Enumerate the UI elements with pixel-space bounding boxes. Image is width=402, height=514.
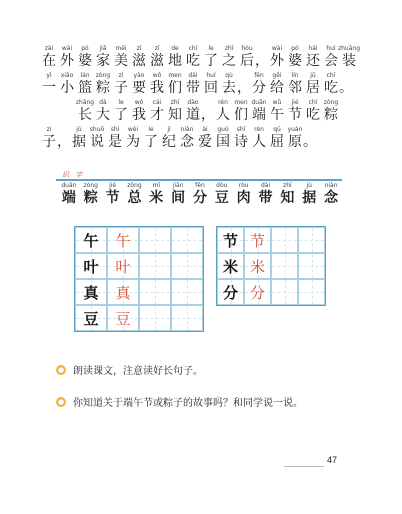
vocab-hanzi: 带 bbox=[258, 190, 273, 206]
writing-cell bbox=[271, 279, 298, 305]
pinyin: lín bbox=[291, 72, 299, 79]
character-unit bbox=[58, 44, 76, 70]
character-unit bbox=[130, 71, 148, 97]
vocab-item bbox=[211, 181, 233, 207]
writing-cell bbox=[244, 279, 271, 305]
writing-cell bbox=[271, 253, 298, 279]
hanzi: 一 bbox=[42, 80, 56, 96]
pinyin: wǒ bbox=[134, 99, 144, 106]
hanzi: 子 bbox=[42, 134, 56, 150]
hanzi: 带 bbox=[186, 80, 200, 96]
pinyin: shī bbox=[236, 126, 246, 133]
writing-cell bbox=[171, 279, 203, 305]
exercise-1-text: 朗读课文，注意读好长句子。 bbox=[73, 366, 203, 377]
vocab-hanzi: 粽 bbox=[83, 190, 98, 206]
character-unit bbox=[304, 44, 322, 70]
vocab-item bbox=[167, 181, 189, 207]
character-unit bbox=[232, 98, 250, 124]
writing-cell bbox=[107, 253, 139, 279]
hanzi: 小 bbox=[60, 80, 74, 96]
pinyin: rén bbox=[254, 126, 264, 133]
pinyin: zī bbox=[136, 45, 142, 52]
hanzi: 篮 bbox=[78, 80, 92, 96]
character-unit bbox=[148, 44, 166, 70]
vocab-pinyin: fēn bbox=[195, 182, 205, 189]
character-unit bbox=[286, 125, 304, 151]
hanzi: ， bbox=[201, 107, 215, 123]
character-unit bbox=[148, 71, 166, 97]
vocab-hanzi: 总 bbox=[127, 190, 142, 206]
text-line bbox=[40, 71, 360, 97]
writing-cell bbox=[171, 305, 203, 331]
character-unit bbox=[112, 44, 130, 70]
hanzi: 为 bbox=[126, 134, 140, 150]
writing-cell bbox=[139, 305, 171, 331]
pinyin: lán bbox=[80, 72, 90, 79]
pinyin: ài bbox=[202, 126, 208, 133]
hanzi: 后 bbox=[240, 53, 254, 69]
vocab-pinyin: jiān bbox=[172, 182, 184, 189]
hanzi: 滋 bbox=[150, 53, 164, 69]
vocab-pinyin: jié bbox=[109, 182, 117, 189]
hanzi: 还 bbox=[306, 53, 320, 69]
pinyin: dào bbox=[187, 99, 199, 106]
exercise-bullet-icon: ● bbox=[57, 397, 65, 406]
hanzi: 国 bbox=[216, 134, 230, 150]
character-unit bbox=[268, 71, 286, 97]
character-unit bbox=[304, 125, 316, 151]
trace-character: 叶 bbox=[115, 257, 131, 276]
character-unit bbox=[202, 98, 214, 124]
character-unit bbox=[202, 44, 220, 70]
vocab-pinyin: duān bbox=[61, 182, 77, 189]
character-unit bbox=[196, 125, 214, 151]
pinyin: cái bbox=[152, 99, 162, 106]
hanzi: ， bbox=[255, 53, 269, 69]
trace-character: 分 bbox=[249, 283, 265, 302]
pinyin: zhuāng bbox=[337, 45, 361, 52]
hanzi: 地 bbox=[168, 53, 182, 69]
character-unit bbox=[268, 98, 286, 124]
model-character: 豆 bbox=[83, 309, 99, 328]
character-unit bbox=[232, 125, 250, 151]
hanzi: 会 bbox=[324, 53, 338, 69]
exercise-2-text: 你知道关于端午节或粽子的故事吗？和同学说一说。 bbox=[73, 398, 303, 409]
hanzi: 之 bbox=[222, 53, 236, 69]
writing-grid-right bbox=[216, 226, 326, 306]
character-unit bbox=[94, 44, 112, 70]
pinyin: hái bbox=[308, 45, 318, 52]
hanzi: 诗 bbox=[234, 134, 248, 150]
hanzi: 爱 bbox=[198, 134, 212, 150]
vocab-pinyin: dòu bbox=[216, 182, 228, 189]
pinyin: shì bbox=[110, 126, 120, 133]
hanzi: 长 bbox=[78, 107, 92, 123]
character-unit bbox=[148, 98, 166, 124]
character-unit bbox=[220, 71, 238, 97]
writing-cell bbox=[271, 227, 298, 253]
pinyin: men bbox=[168, 72, 182, 79]
character-unit bbox=[304, 98, 322, 124]
pinyin: duān bbox=[251, 99, 267, 106]
hanzi: 外 bbox=[270, 53, 284, 69]
character-unit bbox=[58, 71, 76, 97]
pinyin: zi bbox=[46, 126, 52, 133]
model-character: 真 bbox=[83, 283, 99, 302]
hanzi: 午 bbox=[270, 107, 284, 123]
exercise-1 bbox=[56, 362, 203, 377]
vocab-pinyin: zòng bbox=[83, 182, 98, 189]
character-unit bbox=[166, 98, 184, 124]
hanzi: 人 bbox=[252, 134, 266, 150]
pinyin: jié bbox=[291, 99, 299, 106]
writing-cell bbox=[217, 253, 244, 279]
pinyin: xiǎo bbox=[60, 72, 74, 79]
pinyin: le bbox=[148, 126, 154, 133]
writing-cell bbox=[171, 227, 203, 253]
character-unit bbox=[94, 98, 112, 124]
vocab-pinyin: jù bbox=[306, 182, 312, 189]
hanzi: 纪 bbox=[162, 134, 176, 150]
writing-cell bbox=[244, 253, 271, 279]
hanzi: 了 bbox=[114, 107, 128, 123]
hanzi: 婆 bbox=[78, 53, 92, 69]
vocab-hanzi: 肉 bbox=[236, 190, 251, 206]
writing-cell bbox=[217, 279, 244, 305]
pinyin: jì bbox=[167, 126, 171, 133]
hanzi: 要 bbox=[132, 80, 146, 96]
hanzi: 美 bbox=[114, 53, 128, 69]
character-unit bbox=[166, 71, 184, 97]
pinyin: pó bbox=[81, 45, 89, 52]
character-unit bbox=[268, 44, 286, 70]
pinyin: pó bbox=[291, 45, 299, 52]
writing-cell bbox=[244, 227, 271, 253]
character-unit bbox=[250, 125, 268, 151]
character-unit bbox=[322, 71, 340, 97]
hanzi: 人 bbox=[216, 107, 230, 123]
character-unit bbox=[340, 71, 352, 97]
pinyin: wǔ bbox=[272, 99, 282, 106]
hanzi: 原 bbox=[288, 134, 302, 150]
pinyin: guó bbox=[217, 126, 229, 133]
hanzi: 屈 bbox=[270, 134, 284, 150]
writing-cell bbox=[107, 279, 139, 305]
pinyin: chī bbox=[308, 99, 318, 106]
vocab-pinyin: zhī bbox=[283, 182, 292, 189]
vocab-hanzi: 端 bbox=[61, 190, 76, 206]
text-line bbox=[40, 44, 360, 70]
hanzi: 子 bbox=[114, 80, 128, 96]
writing-cell bbox=[107, 227, 139, 253]
hanzi: 据 bbox=[72, 134, 86, 150]
hanzi: 粽 bbox=[324, 107, 338, 123]
pinyin: hòu bbox=[241, 45, 253, 52]
pinyin: niàn bbox=[180, 126, 194, 133]
hanzi: ， bbox=[237, 80, 251, 96]
character-unit bbox=[40, 44, 58, 70]
pinyin: le bbox=[118, 99, 124, 106]
model-character: 午 bbox=[83, 231, 99, 250]
pinyin: zòng bbox=[323, 99, 339, 106]
exercise-2 bbox=[56, 394, 303, 409]
character-unit bbox=[286, 98, 304, 124]
pinyin: huì bbox=[326, 45, 336, 52]
hanzi: 说 bbox=[90, 134, 104, 150]
section-label: 识 字 bbox=[62, 171, 85, 179]
pinyin: de bbox=[171, 45, 179, 52]
pinyin: chī bbox=[326, 72, 336, 79]
character-unit bbox=[214, 98, 232, 124]
vocab-hanzi: 节 bbox=[105, 190, 120, 206]
hanzi: 。 bbox=[339, 80, 353, 96]
character-unit bbox=[112, 71, 130, 97]
character-unit bbox=[268, 125, 286, 151]
character-unit bbox=[40, 125, 58, 151]
character-unit bbox=[337, 44, 361, 70]
character-unit bbox=[220, 44, 238, 70]
hanzi: 了 bbox=[144, 134, 158, 150]
hanzi: 大 bbox=[96, 107, 110, 123]
character-unit bbox=[184, 71, 202, 97]
hanzi: 是 bbox=[108, 134, 122, 150]
pinyin: fēn bbox=[254, 72, 264, 79]
trace-character: 节 bbox=[249, 231, 265, 250]
character-unit bbox=[184, 98, 202, 124]
character-unit bbox=[322, 98, 340, 124]
writing-cell bbox=[139, 279, 171, 305]
pinyin: huí bbox=[206, 72, 216, 79]
pinyin: zhī bbox=[170, 99, 180, 106]
vocab-item bbox=[124, 181, 146, 207]
character-unit bbox=[160, 125, 178, 151]
hanzi: 端 bbox=[252, 107, 266, 123]
character-unit bbox=[286, 71, 304, 97]
pinyin: dà bbox=[99, 99, 107, 106]
hanzi: 回 bbox=[204, 80, 218, 96]
vocab-pinyin: zǒng bbox=[127, 182, 142, 189]
vocab-hanzi: 间 bbox=[171, 190, 186, 206]
hanzi: 给 bbox=[270, 80, 284, 96]
pinyin: wèi bbox=[127, 126, 139, 133]
pinyin: wǒ bbox=[152, 72, 162, 79]
writing-cell bbox=[139, 253, 171, 279]
pinyin: yào bbox=[133, 72, 145, 79]
writing-cell bbox=[217, 227, 244, 253]
hanzi: 吃 bbox=[186, 53, 200, 69]
pinyin: jū bbox=[310, 72, 316, 79]
character-unit bbox=[214, 125, 232, 151]
vocab-pinyin: mǐ bbox=[152, 182, 161, 189]
vocab-item bbox=[58, 181, 80, 207]
pinyin: qū bbox=[273, 126, 281, 133]
character-unit bbox=[88, 125, 106, 151]
vocab-item bbox=[233, 181, 255, 207]
hanzi: 婆 bbox=[288, 53, 302, 69]
pinyin: zài bbox=[44, 45, 54, 52]
character-unit bbox=[130, 98, 148, 124]
hanzi: 知 bbox=[168, 107, 182, 123]
character-unit bbox=[130, 44, 148, 70]
vocab-pinyin: ròu bbox=[238, 182, 249, 189]
writing-cell bbox=[75, 227, 107, 253]
pinyin: jiā bbox=[99, 45, 107, 52]
pinyin: zi bbox=[118, 72, 124, 79]
hanzi: 居 bbox=[306, 80, 320, 96]
vocab-item bbox=[145, 181, 167, 207]
pinyin: yì bbox=[46, 72, 52, 79]
pinyin: zhī bbox=[224, 45, 234, 52]
pinyin: gěi bbox=[272, 72, 282, 79]
character-unit bbox=[238, 71, 250, 97]
writing-cell bbox=[139, 227, 171, 253]
writing-cell bbox=[107, 305, 139, 331]
page-number: 47 bbox=[327, 455, 338, 465]
pinyin: men bbox=[234, 99, 248, 106]
model-character: 米 bbox=[222, 257, 238, 276]
hanzi: 家 bbox=[96, 53, 110, 69]
vocab-item bbox=[80, 181, 102, 207]
hanzi: 邻 bbox=[288, 80, 302, 96]
writing-cell bbox=[75, 279, 107, 305]
writing-cell bbox=[171, 253, 203, 279]
text-line bbox=[76, 98, 396, 124]
pinyin: yuán bbox=[287, 126, 303, 133]
vocab-hanzi: 分 bbox=[192, 190, 207, 206]
trace-character: 米 bbox=[249, 257, 265, 276]
pinyin: zhǎng bbox=[75, 99, 95, 106]
hanzi: 在 bbox=[42, 53, 56, 69]
pinyin: jù bbox=[76, 126, 82, 133]
model-character: 节 bbox=[222, 231, 238, 250]
character-unit bbox=[238, 44, 256, 70]
pinyin: wài bbox=[271, 45, 283, 52]
pinyin: měi bbox=[115, 45, 127, 52]
exercise-bullet-icon: ● bbox=[57, 365, 65, 374]
character-unit bbox=[166, 44, 184, 70]
character-unit bbox=[286, 44, 304, 70]
pinyin: dài bbox=[188, 72, 198, 79]
pinyin: rén bbox=[218, 99, 228, 106]
vocabulary-row bbox=[58, 181, 342, 207]
character-unit bbox=[250, 98, 268, 124]
text-line bbox=[40, 125, 360, 151]
character-unit bbox=[112, 98, 130, 124]
writing-cell bbox=[298, 279, 325, 305]
hanzi: 吃 bbox=[324, 80, 338, 96]
vocab-item bbox=[276, 181, 298, 207]
pinyin: le bbox=[208, 45, 214, 52]
pinyin: zòng bbox=[95, 72, 111, 79]
character-unit bbox=[184, 44, 202, 70]
trace-character: 午 bbox=[115, 231, 131, 250]
hanzi: ， bbox=[57, 134, 71, 150]
vocab-hanzi: 知 bbox=[280, 190, 295, 206]
character-unit bbox=[94, 71, 112, 97]
character-unit bbox=[142, 125, 160, 151]
hanzi: 节 bbox=[288, 107, 302, 123]
hanzi: 去 bbox=[222, 80, 236, 96]
hanzi: 。 bbox=[303, 134, 317, 150]
hanzi: 装 bbox=[342, 53, 356, 69]
character-unit bbox=[76, 44, 94, 70]
character-unit bbox=[58, 125, 70, 151]
character-unit bbox=[304, 71, 322, 97]
writing-cell bbox=[75, 305, 107, 331]
character-unit bbox=[256, 44, 268, 70]
model-character: 分 bbox=[222, 283, 238, 302]
hanzi: 分 bbox=[252, 80, 266, 96]
vocab-item bbox=[189, 181, 211, 207]
vocab-item bbox=[255, 181, 277, 207]
vocab-item bbox=[102, 181, 124, 207]
pinyin: chī bbox=[188, 45, 198, 52]
pinyin: qù bbox=[225, 72, 233, 79]
pinyin: shuō bbox=[89, 126, 105, 133]
vocab-item bbox=[320, 181, 342, 207]
hanzi: 念 bbox=[180, 134, 194, 150]
hanzi: 粽 bbox=[96, 80, 110, 96]
footer-rule bbox=[284, 466, 324, 467]
writing-cell bbox=[298, 227, 325, 253]
vocab-item bbox=[298, 181, 320, 207]
character-unit bbox=[76, 98, 94, 124]
vocab-hanzi: 豆 bbox=[214, 190, 229, 206]
pinyin: wài bbox=[61, 45, 73, 52]
vocab-hanzi: 念 bbox=[324, 190, 339, 206]
hanzi: 了 bbox=[204, 53, 218, 69]
hanzi: 们 bbox=[234, 107, 248, 123]
character-unit bbox=[250, 71, 268, 97]
vocab-hanzi: 据 bbox=[302, 190, 317, 206]
hanzi: 我 bbox=[132, 107, 146, 123]
hanzi: 外 bbox=[60, 53, 74, 69]
character-unit bbox=[202, 71, 220, 97]
vocab-pinyin: niàn bbox=[324, 182, 338, 189]
character-unit bbox=[106, 125, 124, 151]
character-unit bbox=[124, 125, 142, 151]
writing-cell bbox=[298, 253, 325, 279]
hanzi: 道 bbox=[186, 107, 200, 123]
pinyin: zī bbox=[154, 45, 160, 52]
hanzi: 吃 bbox=[306, 107, 320, 123]
hanzi: 我 bbox=[150, 80, 164, 96]
model-character: 叶 bbox=[83, 257, 99, 276]
hanzi: 滋 bbox=[132, 53, 146, 69]
character-unit bbox=[40, 71, 58, 97]
vocab-pinyin: dài bbox=[260, 182, 271, 189]
trace-character: 豆 bbox=[115, 309, 131, 328]
trace-character: 真 bbox=[115, 283, 131, 302]
writing-cell bbox=[75, 253, 107, 279]
vocab-hanzi: 米 bbox=[149, 190, 164, 206]
character-unit bbox=[76, 71, 94, 97]
writing-grid-left bbox=[74, 226, 204, 332]
character-unit bbox=[178, 125, 196, 151]
hanzi: 们 bbox=[168, 80, 182, 96]
hanzi: 才 bbox=[150, 107, 164, 123]
character-unit bbox=[70, 125, 88, 151]
